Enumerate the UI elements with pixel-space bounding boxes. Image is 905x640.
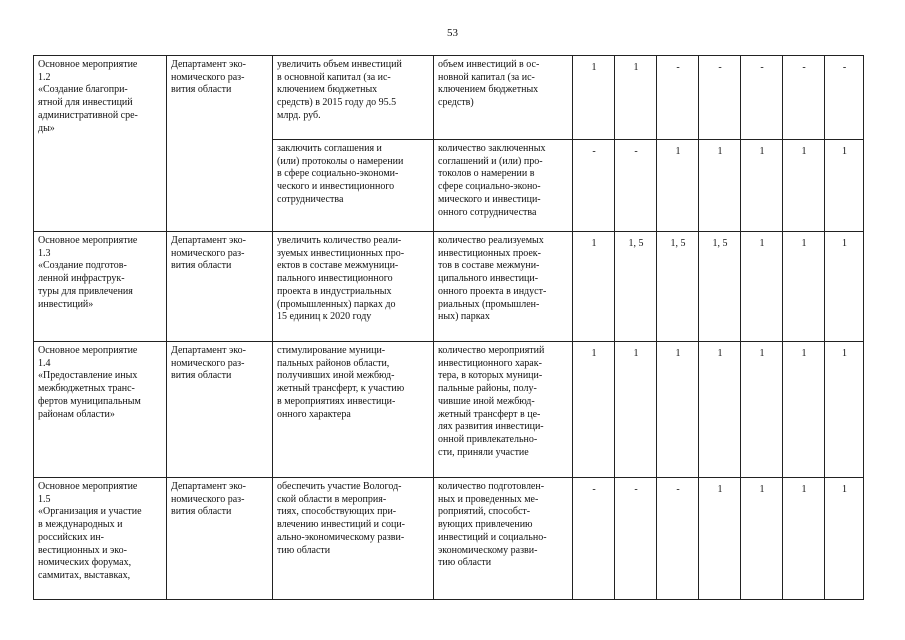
value-cell: 1 <box>783 478 825 600</box>
value-cell: 1 <box>825 478 864 600</box>
value-cell: 1 <box>657 140 699 232</box>
value-cell: 1 <box>615 342 657 478</box>
page-number: 53 <box>447 27 458 39</box>
table-row <box>34 478 864 600</box>
value-cell: 1, 5 <box>699 232 741 342</box>
measures-table <box>33 55 864 600</box>
value-cell: - <box>573 140 615 232</box>
indicator-cell: количество подготовлен- ных и проведенных ме- роприятий, способст- вующих привлечению инвестиций и социально- экономическому разви- тию области <box>434 478 573 600</box>
value-cell: 1, 5 <box>657 232 699 342</box>
indicator-cell: количество мероприятий инвестиционного харак- тера, в которых муници- пальные районы, полу- чившие иной межбюд- жетный трансферт в це- лях развития инвестици- онной привлекательно- сти, приняли участие <box>434 342 573 478</box>
value-cell: 1 <box>825 232 864 342</box>
value-cell: 1 <box>573 232 615 342</box>
value-cell: 1, 5 <box>615 232 657 342</box>
value-cell: 1 <box>741 478 783 600</box>
value-cell: - <box>741 56 783 140</box>
value-cell: 1 <box>741 140 783 232</box>
value-cell: - <box>699 56 741 140</box>
table-row <box>34 56 864 140</box>
value-cell: 1 <box>783 232 825 342</box>
value-cell: 1 <box>825 140 864 232</box>
result-cell: заключить соглашения и (или) протоколы о намерении в сфере социально-экономи- ческого и инвестиционного сотрудничества <box>273 140 434 232</box>
value-cell: 1 <box>783 140 825 232</box>
result-cell: стимулирование муници- пальных районов области, получивших иной межбюд- жетный трансферт, к участию в мероприятиях инвестици- онного характера <box>273 342 434 478</box>
department-cell: Департамент эко- номического раз- вития области <box>167 56 273 232</box>
department-cell: Департамент эко- номического раз- вития области <box>167 342 273 478</box>
value-cell: 1 <box>573 342 615 478</box>
value-cell: 1 <box>657 342 699 478</box>
result-cell: обеспечить участие Вологод- ской области в мероприя- тиях, способствующих при- влечению инвестиций и соци- ально-экономическому разви- тию области <box>273 478 434 600</box>
value-cell: 1 <box>615 56 657 140</box>
indicator-cell: объем инвестиций в ос- новной капитал (за ис- ключением бюджетных средств) <box>434 56 573 140</box>
value-cell: 1 <box>699 342 741 478</box>
value-cell: 1 <box>741 232 783 342</box>
department-cell: Департамент эко- номического раз- вития области <box>167 478 273 600</box>
value-cell: - <box>615 478 657 600</box>
measure-cell: Основное мероприятие 1.2 «Создание благопри- ятной для инвестиций административной сре- ды» <box>34 56 167 232</box>
table-row <box>34 232 864 342</box>
department-cell: Департамент эко- номического раз- вития области <box>167 232 273 342</box>
value-cell: 1 <box>699 478 741 600</box>
measure-cell: Основное мероприятие 1.5 «Организация и участие в международных и российских ин- вестиционных и эко- номических форумах, саммитах, выставках, <box>34 478 167 600</box>
value-cell: - <box>783 56 825 140</box>
value-cell: - <box>657 56 699 140</box>
value-cell: 1 <box>783 342 825 478</box>
value-cell: - <box>573 478 615 600</box>
value-cell: 1 <box>741 342 783 478</box>
value-cell: 1 <box>699 140 741 232</box>
measure-cell: Основное мероприятие 1.3 «Создание подготов- ленной инфраструк- туры для привлечения инвестиций» <box>34 232 167 342</box>
table-row <box>34 342 864 478</box>
value-cell: - <box>615 140 657 232</box>
value-cell: 1 <box>825 342 864 478</box>
indicator-cell: количество реализуемых инвестиционных проек- тов в составе межмуни- ципального инвестици- онного проекта в индуст- риальных (промышлен- ных) парках <box>434 232 573 342</box>
result-cell: увеличить объем инвестиций в основной капитал (за ис- ключением бюджетных средств) в 2015 году до 95.5 млрд. руб. <box>273 56 434 140</box>
result-cell: увеличить количество реали- зуемых инвестиционных про- ектов в составе межмуници- пального инвестиционного проекта в индустриальных (промышленных) парках до 15 единиц к 2020 году <box>273 232 434 342</box>
measure-cell: Основное мероприятие 1.4 «Предоставление иных межбюджетных транс- фертов муниципальным районам области» <box>34 342 167 478</box>
indicator-cell: количество заключенных соглашений и (или) про- токолов о намерении в сфере социально-эконо- мического и инвестици- онного сотрудничества <box>434 140 573 232</box>
value-cell: - <box>657 478 699 600</box>
value-cell: 1 <box>573 56 615 140</box>
value-cell: - <box>825 56 864 140</box>
